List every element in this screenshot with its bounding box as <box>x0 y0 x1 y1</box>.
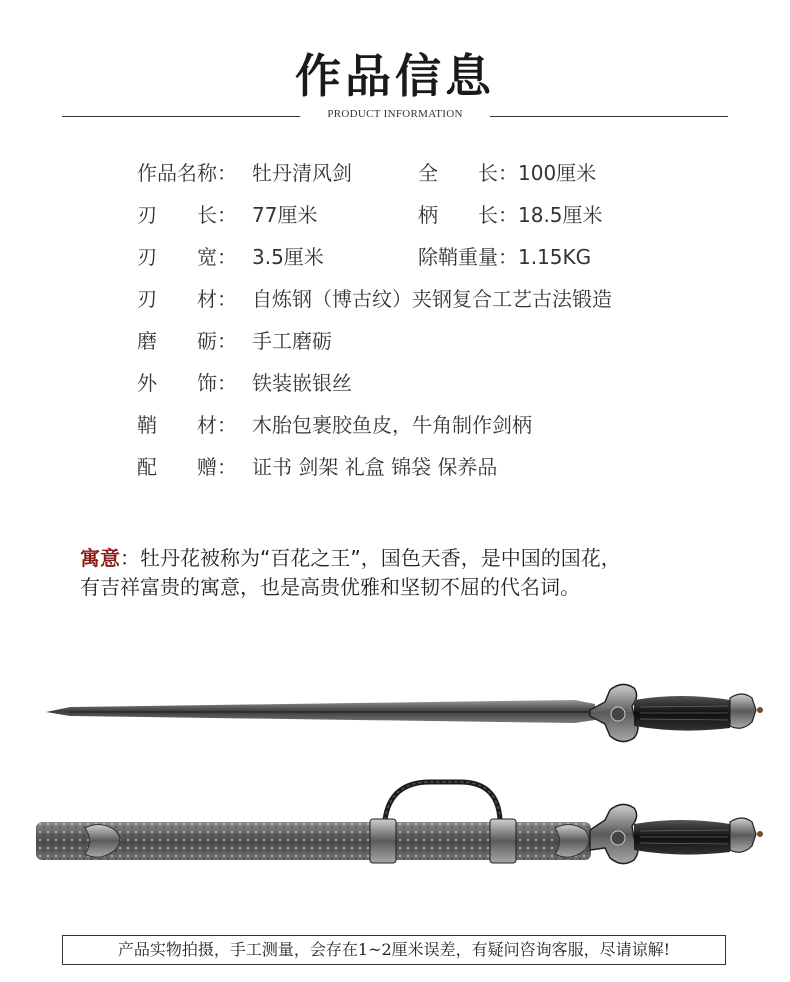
spec-row <box>137 283 737 325</box>
spec-blade-material <box>137 283 612 312</box>
sheathed-grip <box>634 820 730 855</box>
spec-value: 3.5厘米 <box>252 245 324 269</box>
spec-row <box>137 199 737 241</box>
scabbard-strap <box>385 782 500 820</box>
spec-key: 外 饰： <box>137 371 237 395</box>
spec-value: 77厘米 <box>252 203 318 227</box>
spec-key: 配 赠： <box>137 455 237 479</box>
spec-blade-length <box>137 199 317 228</box>
spec-value: 牡丹清风剑 <box>252 161 352 185</box>
spec-scabbard-material <box>137 409 532 438</box>
spec-value: 自炼钢（博古纹）夹钢复合工艺古法锻造 <box>252 287 612 311</box>
sword-illustration <box>30 670 770 870</box>
scabbard <box>36 819 591 863</box>
spec-value: 18.5厘米 <box>518 203 603 227</box>
spec-key: 刃 材： <box>137 287 237 311</box>
meaning-label: 寓意 <box>80 546 120 570</box>
spec-list <box>137 157 737 493</box>
spec-key: 磨 砺： <box>137 329 237 353</box>
spec-key: 刃 宽： <box>137 245 237 269</box>
spec-blade-width <box>137 241 324 270</box>
page-title: 作品信息 <box>295 49 495 103</box>
spec-key: 作品名称： <box>137 161 237 185</box>
sword-pommel <box>730 694 763 728</box>
page-subtitle: PRODUCT INFORMATION <box>327 108 463 120</box>
spec-key: 除鞘重量： <box>418 245 518 269</box>
meaning-text <box>80 544 730 602</box>
spec-row <box>137 325 737 367</box>
spec-value: 100厘米 <box>518 161 597 185</box>
meaning-sep: ： <box>120 546 140 570</box>
spec-gifts <box>137 451 497 480</box>
meaning-line-2: 有吉祥富贵的寓意，也是高贵优雅和坚韧不屈的代名词。 <box>80 575 580 599</box>
spec-decoration <box>137 367 352 396</box>
spec-key: 全 长： <box>418 161 518 185</box>
spec-row <box>137 367 737 409</box>
spec-name <box>137 157 352 186</box>
spec-row <box>137 241 737 283</box>
spec-key: 鞘 材： <box>137 413 237 437</box>
spec-polishing <box>137 325 332 354</box>
sword-grip <box>634 696 730 731</box>
spec-key: 刃 长： <box>137 203 237 227</box>
meaning-line-1: 牡丹花被称为“百花之王”，国色天香，是中国的国花， <box>140 546 621 570</box>
divider-right <box>490 116 728 117</box>
subtitle-row <box>62 106 728 126</box>
spec-key: 柄 长： <box>418 203 518 227</box>
spec-value: 1.15KG <box>518 245 592 269</box>
spec-row <box>137 451 737 493</box>
spec-value: 手工磨砺 <box>252 329 332 353</box>
spec-row <box>137 157 737 199</box>
spec-weight <box>418 241 591 270</box>
spec-value: 木胎包裹胶鱼皮，牛角制作剑柄 <box>252 413 532 437</box>
spec-value: 证书 剑架 礼盒 锦袋 保养品 <box>252 455 498 479</box>
spec-row <box>137 409 737 451</box>
sheathed-pommel <box>730 818 763 852</box>
sword-blade <box>46 700 595 723</box>
spec-handle-length <box>418 199 603 228</box>
sheathed-guard <box>590 804 638 863</box>
sword-guard <box>590 684 638 741</box>
disclaimer-box: 产品实物拍摄，手工测量，会存在1~2厘米误差，有疑问咨询客服，尽请谅解! <box>62 935 726 965</box>
spec-value: 铁装嵌银丝 <box>252 371 352 395</box>
spec-total-length <box>418 157 596 186</box>
